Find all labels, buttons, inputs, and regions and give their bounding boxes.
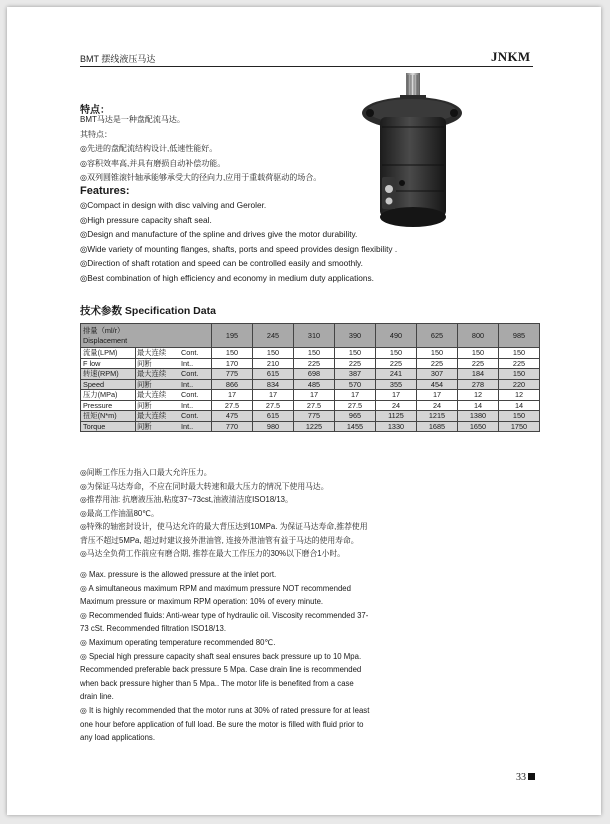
spec-value-cell: 834 xyxy=(253,379,294,390)
displacement-value: 800 xyxy=(458,324,499,348)
note-cn-line: ◎为保证马达寿命，不应在同时最大转速和最大压力的情况下使用马达。 xyxy=(80,481,329,491)
page-number-text: 33 xyxy=(516,772,526,783)
displacement-label-cn: 排量（ml/r） xyxy=(83,325,125,335)
feature-item: ◎High pressure capacity shaft seal. xyxy=(80,214,212,225)
spec-value-cell: 14 xyxy=(499,400,540,411)
spec-value-cell: 150 xyxy=(499,411,540,422)
spec-value-cell: 1685 xyxy=(417,421,458,432)
header-section-label: BMT 摆线液压马达 xyxy=(80,54,156,64)
cn-feature-line: ◎双列圆锥滚针轴承能够承受大的径向力,应用于重载荷驱动的场合。 xyxy=(80,173,322,182)
spec-value-cell: 1215 xyxy=(417,411,458,422)
spec-table xyxy=(80,323,540,432)
spec-value-cell: 775 xyxy=(294,411,335,422)
spec-header-label xyxy=(81,324,212,348)
spec-value-cell: 485 xyxy=(294,379,335,390)
spec-value-cell: 17 xyxy=(253,390,294,401)
spec-value-cell: 27.5 xyxy=(335,400,376,411)
spec-value-cell: 1750 xyxy=(499,421,540,432)
spec-row-mode-cn: 最大连续 xyxy=(136,411,182,422)
spec-value-cell: 150 xyxy=(212,348,253,359)
spec-row-mode-en: Int.. xyxy=(181,400,212,411)
spec-value-cell: 775 xyxy=(212,369,253,380)
note-en-line: ◎ Max. pressure is the allowed pressure at the inlet port. xyxy=(80,570,277,579)
spec-row-label: Speed xyxy=(81,379,136,390)
note-cn-line: ◎马达全负荷工作前应有磨合期, 推荐在最大工作压力的30%以下磨合1小时。 xyxy=(80,549,345,558)
catalog-page xyxy=(7,7,601,815)
features-title: Features: xyxy=(80,185,130,197)
spec-value-cell: 965 xyxy=(335,411,376,422)
spec-value-cell: 225 xyxy=(376,358,417,369)
spec-row-mode-en: Cont. xyxy=(181,411,212,422)
spec-row-label: F low xyxy=(81,358,136,369)
displacement-value: 490 xyxy=(376,324,417,348)
spec-row xyxy=(81,379,540,390)
spec-value-cell: 17 xyxy=(335,390,376,401)
spec-row xyxy=(81,369,540,380)
spec-row-mode-en: Int.. xyxy=(181,379,212,390)
spec-row xyxy=(81,411,540,422)
spec-value-cell: 27.5 xyxy=(294,400,335,411)
spec-value-cell: 150 xyxy=(458,348,499,359)
note-cn-line: ◎间断工作压力指入口最大允许压力。 xyxy=(80,468,212,477)
spec-row-mode-en: Cont. xyxy=(181,369,212,380)
spec-row-mode-en: Cont. xyxy=(181,390,212,401)
spec-value-cell: 225 xyxy=(417,358,458,369)
spec-header-row xyxy=(81,324,540,348)
feature-item: ◎Compact in design with disc valving and Geroler. xyxy=(80,200,267,210)
spec-value-cell: 27.5 xyxy=(253,400,294,411)
spec-value-cell: 454 xyxy=(417,379,458,390)
spec-value-cell: 770 xyxy=(212,421,253,432)
spec-row xyxy=(81,358,540,369)
spec-value-cell: 1455 xyxy=(335,421,376,432)
spec-value-cell: 1330 xyxy=(376,421,417,432)
cn-feature-line: ◎容积效率高,并具有磨损自动补偿功能。 xyxy=(80,158,226,168)
displacement-value: 985 xyxy=(499,324,540,348)
notes-cn xyxy=(80,466,530,561)
displacement-value: 195 xyxy=(212,324,253,348)
spec-row-label: Pressure xyxy=(81,400,136,411)
note-cn-line: ◎推荐用油: 抗磨液压油,粘度37~73cst,油液清洁度ISO18/13。 xyxy=(80,495,293,504)
note-en-line: ◎ Recommended fluids: Anti-wear type of hydraulic oil. Viscosity recommended 37- xyxy=(80,610,369,620)
note-en-line: when back pressure higher than 5 Mpa.. The motor life is benefited from a case xyxy=(80,678,354,688)
note-en-line: ◎ A simultaneous maximum RPM and maximum pressure NOT recommended xyxy=(80,583,351,593)
spec-row-label: 转速(RPM) xyxy=(81,369,136,380)
note-en-line: ◎ It is highly recommended that the motor runs at 30% of rated pressure for at least xyxy=(80,705,370,715)
spec-value-cell: 355 xyxy=(376,379,417,390)
spec-row-mode-cn: 间断 xyxy=(136,400,182,411)
notes-en xyxy=(80,568,540,745)
spec-row-label: 压力(MPa) xyxy=(81,390,136,401)
spec-value-cell: 570 xyxy=(335,379,376,390)
spec-value-cell: 17 xyxy=(294,390,335,401)
note-cn-line: 背压不超过5MPa, 超过时建议接外泄油管, 连接外泄油管有益于马达的使用寿命。 xyxy=(80,535,359,545)
features-list xyxy=(80,198,500,285)
spec-value-cell: 698 xyxy=(294,369,335,380)
note-cn-line: ◎特殊的轴密封设计，使马达允许的最大背压达到10MPa. 为保证马达寿命,推荐使用 xyxy=(80,522,368,531)
spec-value-cell: 150 xyxy=(294,348,335,359)
note-cn-line: ◎最高工作油温80℃。 xyxy=(80,508,159,518)
spec-row-mode-cn: 间断 xyxy=(136,379,182,390)
spec-value-cell: 14 xyxy=(458,400,499,411)
spec-value-cell: 980 xyxy=(253,421,294,432)
spec-value-cell: 150 xyxy=(417,348,458,359)
feature-item: ◎Design and manufacture of the spline and drives give the motor durability. xyxy=(80,229,358,239)
spec-row-mode-cn: 间断 xyxy=(136,421,182,432)
spec-row-mode-cn: 最大连续 xyxy=(136,348,182,359)
spec-value-cell: 220 xyxy=(499,379,540,390)
displacement-value: 245 xyxy=(253,324,294,348)
displacement-label-en: Displacement xyxy=(83,335,128,345)
feature-item: ◎Best combination of high efficiency and economy in medium duty applications. xyxy=(80,272,374,283)
cn-feature-line: 其特点： xyxy=(80,129,112,139)
spec-row-mode-cn: 最大连续 xyxy=(136,390,182,401)
spec-value-cell: 225 xyxy=(458,358,499,369)
page-marker-square xyxy=(528,773,535,780)
note-en-line: 73 cSt. Recommended filtration ISO18/13. xyxy=(80,624,227,634)
note-en-line: ◎ Special high pressure capacity shaft seal ensures back pressure up to 10 Mpa. xyxy=(80,651,362,661)
note-en-line: Recommended preferable back pressure 5 Mpa. Case drain line is recommended xyxy=(80,665,362,675)
spec-value-cell: 225 xyxy=(335,358,376,369)
spec-value-cell: 1225 xyxy=(294,421,335,432)
spec-value-cell: 615 xyxy=(253,369,294,380)
spec-value-cell: 387 xyxy=(335,369,376,380)
spec-row-mode-en: Int.. xyxy=(181,358,212,369)
displacement-value: 310 xyxy=(294,324,335,348)
spec-value-cell: 278 xyxy=(458,379,499,390)
spec-row-mode-en: Cont. xyxy=(181,348,212,359)
note-en-line: one hour before application of full load. Be sure the motor is filled with fluid prior to xyxy=(80,719,364,729)
cn-feature-line: ◎先进的盘配流结构设计,低速性能好。 xyxy=(80,144,218,153)
displacement-value: 390 xyxy=(335,324,376,348)
spec-value-cell: 150 xyxy=(499,348,540,359)
spec-row-label: 扭矩(N*m) xyxy=(81,411,136,422)
spec-value-cell: 307 xyxy=(417,369,458,380)
spec-value-cell: 150 xyxy=(376,348,417,359)
note-en-line: drain line. xyxy=(80,692,114,702)
spec-value-cell: 12 xyxy=(458,390,499,401)
spec-row xyxy=(81,400,540,411)
spec-value-cell: 225 xyxy=(499,358,540,369)
spec-value-cell: 17 xyxy=(376,390,417,401)
cn-feature-line: BMT马达是一种盘配流马达。 xyxy=(80,115,185,124)
spec-value-cell: 24 xyxy=(417,400,458,411)
spec-value-cell: 1380 xyxy=(458,411,499,422)
spec-value-cell: 150 xyxy=(253,348,294,359)
spec-section-title: 技术参数 Specification Data xyxy=(80,305,216,317)
note-en-line: Maximum pressure or maximum RPM operation: 10% of every minute. xyxy=(80,597,324,607)
spec-value-cell: 170 xyxy=(212,358,253,369)
spec-value-cell: 1125 xyxy=(376,411,417,422)
spec-value-cell: 184 xyxy=(458,369,499,380)
cn-features-title: 特点： xyxy=(80,105,110,116)
note-en-line: any load applications. xyxy=(80,733,155,743)
spec-row xyxy=(81,390,540,401)
spec-value-cell: 150 xyxy=(499,369,540,380)
note-en-line: ◎ Maximum operating temperature recommended 80℃. xyxy=(80,637,276,647)
spec-value-cell: 210 xyxy=(253,358,294,369)
spec-value-cell: 27.5 xyxy=(212,400,253,411)
feature-item: ◎Wide variety of mounting flanges, shafts, ports and speed provides design flexibility . xyxy=(80,243,398,254)
spec-value-cell: 475 xyxy=(212,411,253,422)
spec-row-mode-cn: 间断 xyxy=(136,358,182,369)
spec-row-label: 流量(LPM) xyxy=(81,348,136,359)
feature-item: ◎Direction of shaft rotation and speed can be controlled easily and smoothly. xyxy=(80,258,363,268)
displacement-value: 625 xyxy=(417,324,458,348)
spec-body xyxy=(81,348,540,432)
spec-value-cell: 24 xyxy=(376,400,417,411)
spec-value-cell: 225 xyxy=(294,358,335,369)
page-number xyxy=(516,772,535,783)
spec-row xyxy=(81,348,540,359)
spec-value-cell: 1650 xyxy=(458,421,499,432)
cn-features-list xyxy=(80,113,380,186)
spec-row-label: Torque xyxy=(81,421,136,432)
spec-value-cell: 241 xyxy=(376,369,417,380)
spec-value-cell: 17 xyxy=(212,390,253,401)
spec-row-mode-cn: 最大连续 xyxy=(136,369,182,380)
spec-value-cell: 17 xyxy=(417,390,458,401)
brand-logo-text: JNKM xyxy=(491,49,531,64)
spec-row xyxy=(81,421,540,432)
spec-value-cell: 150 xyxy=(335,348,376,359)
spec-row-mode-en: Int.. xyxy=(181,421,212,432)
spec-value-cell: 12 xyxy=(499,390,540,401)
spec-value-cell: 866 xyxy=(212,379,253,390)
spec-value-cell: 615 xyxy=(253,411,294,422)
